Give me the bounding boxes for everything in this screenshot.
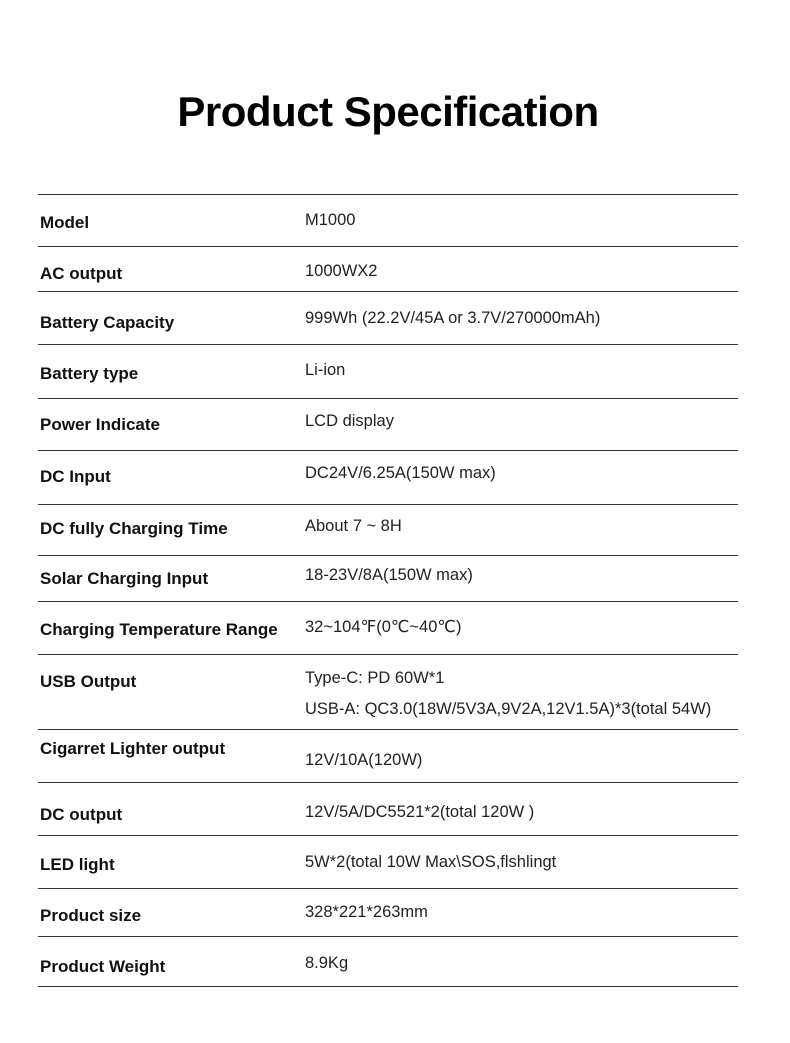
spec-value: About 7 ~ 8H [305, 517, 402, 535]
spec-row-battery-capacity [38, 292, 738, 344]
spec-value: 32~104℉(0℃~40℃) [305, 618, 462, 636]
spec-row-charging-temp [38, 602, 738, 654]
spec-value: Li-ion [305, 361, 346, 379]
spec-value: M1000 [305, 211, 356, 229]
spec-label: AC output [40, 264, 123, 283]
spec-row-model [38, 195, 738, 246]
spec-label: Product size [40, 906, 142, 925]
spec-value: 8.9Kg [305, 954, 349, 972]
spec-label: Battery Capacity [40, 313, 175, 332]
spec-label: DC output [40, 805, 123, 824]
spec-label: Solar Charging Input [40, 569, 209, 588]
spec-label: Battery type [40, 364, 139, 383]
spec-value: Type-C: PD 60W*1 [305, 669, 445, 687]
spec-row-product-size [38, 889, 738, 936]
spec-row-usb-output [38, 655, 738, 729]
spec-label: DC fully Charging Time [40, 519, 228, 538]
spec-value-secondary: USB-A: QC3.0(18W/5V3A,9V2A,12V1.5A)*3(total 54W) [305, 700, 712, 718]
spec-row-cigarette-lighter [38, 730, 738, 782]
spec-label: Cigarret Lighter output [40, 739, 226, 758]
spec-value: LCD display [305, 412, 394, 430]
spec-row-power-indicate [38, 399, 738, 450]
spec-value: 12V/5A/DC5521*2(total 120W ) [305, 803, 535, 821]
spec-label: DC Input [40, 467, 111, 486]
spec-value: 12V/10A(120W) [305, 751, 423, 769]
spec-label: USB Output [40, 672, 137, 691]
spec-row-dc-charging-time [38, 505, 738, 555]
spec-label: LED light [40, 855, 115, 874]
spec-value: 1000WX2 [305, 262, 378, 280]
divider [38, 986, 738, 987]
spec-label: Model [40, 213, 90, 232]
spec-row-solar-input [38, 556, 738, 601]
spec-value: 5W*2(total 10W Max\SOS,flshlingt [305, 853, 557, 871]
spec-label: Product Weight [40, 957, 166, 976]
spec-row-dc-input [38, 451, 738, 504]
page-title: Product Specification [177, 88, 599, 135]
spec-row-battery-type [38, 345, 738, 398]
spec-value: DC24V/6.25A(150W max) [305, 464, 496, 482]
spec-table [38, 194, 738, 987]
spec-row-ac-output [38, 247, 738, 291]
spec-row-dc-output [38, 783, 738, 835]
spec-value: 999Wh (22.2V/45A or 3.7V/270000mAh) [305, 309, 601, 327]
spec-value: 18-23V/8A(150W max) [305, 566, 473, 584]
spec-label: Charging Temperature Range [40, 620, 278, 639]
spec-row-product-weight [38, 937, 738, 986]
spec-label: Power Indicate [40, 415, 160, 434]
spec-value: 328*221*263mm [305, 903, 428, 921]
spec-row-led-light [38, 836, 738, 888]
